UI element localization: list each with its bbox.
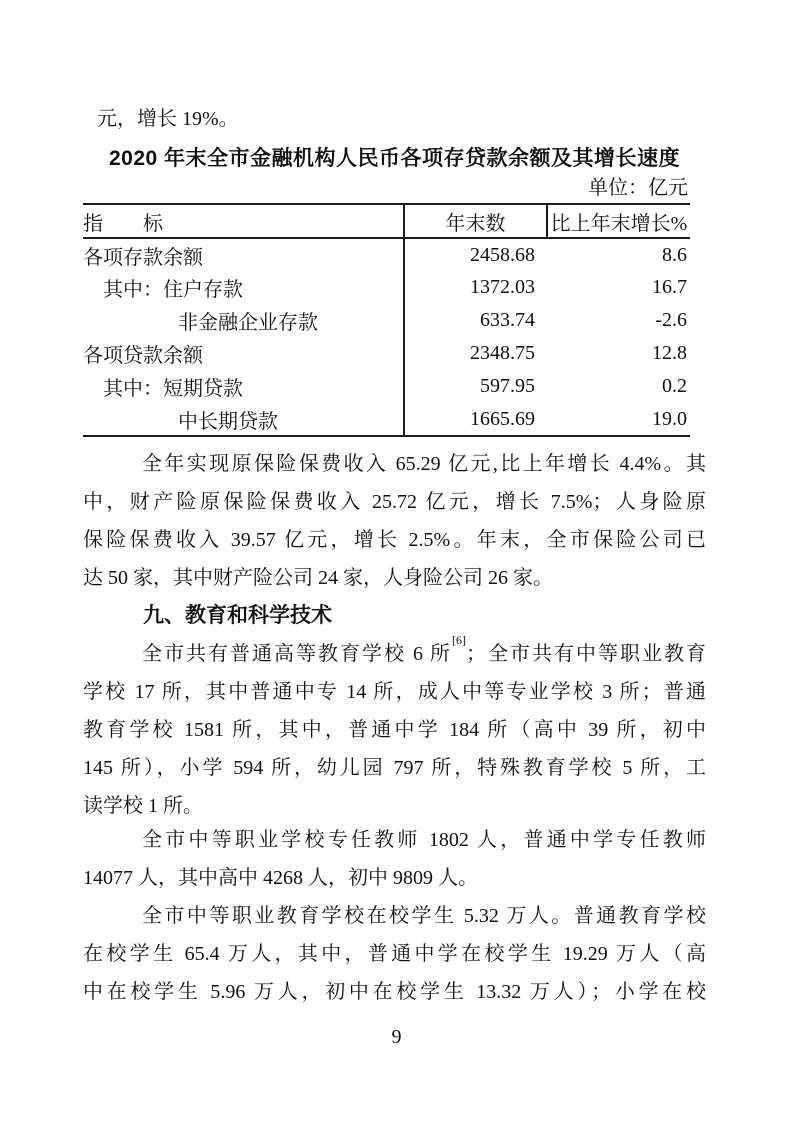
growth-cell: 8.6 (662, 243, 687, 266)
growth-cell: 16.7 (652, 276, 687, 298)
paragraph-line: 读学校 1 所。 (83, 795, 203, 817)
year-end-cell: 1372.03 (470, 276, 535, 298)
indicator-cell: 各项存款余额 (83, 238, 404, 271)
indicator-cell: 各项贷款余额 (83, 337, 404, 370)
column-header-year-end: 年末数 (404, 204, 547, 238)
education-paragraph-teachers (83, 821, 706, 897)
paragraph-line: 学校 17 所，其中普通中专 14 所，成人中等专业学校 3 所；普通 (83, 681, 706, 703)
paragraph-line: 全市中等职业学校专任教师 1802 人，普通中学专任教师 (142, 829, 706, 851)
table-title: 2020 年末全市金融机构人民币各项存贷款余额及其增长速度 (108, 147, 681, 170)
paragraph-line: 在校学生 65.4 万人，其中，普通中学在校学生 19.29 万人（高 (83, 943, 706, 965)
column-header-growth: 比上年末增长% (550, 212, 688, 235)
indicator-cell: 中长期贷款 (83, 403, 404, 436)
page-number: 9 (391, 1026, 402, 1048)
table-row (83, 304, 690, 337)
education-paragraph-students (83, 897, 706, 1011)
paragraph-line: 全市中等职业教育学校在校学生 5.32 万人。普通教育学校 (142, 905, 706, 927)
paragraph-line: 全年实现原保险保费收入 65.29 亿元,比上年增长 4.4%。其 (142, 453, 706, 475)
insurance-paragraph (83, 445, 706, 597)
year-end-cell: 1665.69 (470, 407, 535, 430)
table-row (83, 271, 690, 304)
paragraph-line: 145 所），小学 594 所，幼儿园 797 所，特殊教育学校 5 所，工 (83, 757, 706, 779)
paragraph-line: 保险保费收入 39.57 亿元，增长 2.5%。年末，全市保险公司已 (83, 529, 706, 551)
growth-cell: 19.0 (652, 407, 687, 430)
section-heading-education: 九、教育和科学技术 (143, 604, 332, 627)
table-unit-label: 单位：亿元 (588, 177, 688, 199)
line-text: ；全市共有中等职业教育 (466, 643, 706, 665)
year-end-cell: 597.95 (480, 375, 535, 397)
paragraph-line: 中在校学生 5.96 万人，初中在校学生 13.32 万人）；小学在校 (83, 981, 706, 1003)
education-paragraph-schools (83, 635, 706, 825)
opening-paragraph (83, 100, 706, 138)
growth-cell: 12.8 (652, 342, 687, 364)
line-text: 全市共有普通高等教育学校 6 所 (142, 643, 452, 665)
indicator-cell: 其中：住户存款 (83, 271, 404, 304)
table-row (83, 238, 690, 271)
year-end-cell: 2458.68 (470, 243, 535, 266)
table-row (83, 370, 690, 403)
paragraph-line: 教育学校 1581 所，其中，普通中学 184 所（高中 39 所，初中 (83, 719, 706, 741)
year-end-cell: 2348.75 (470, 342, 535, 364)
paragraph-line: 元，增长 19%。 (97, 108, 239, 130)
deposits-loans-table (83, 203, 690, 437)
indicator-cell: 其中：短期贷款 (83, 370, 404, 403)
paragraph-line (83, 635, 706, 673)
footnote-ref: [6] (452, 633, 466, 648)
indicator-cell: 非金融企业存款 (83, 304, 404, 337)
table-row (83, 403, 690, 436)
year-end-cell: 633.74 (480, 309, 535, 331)
table-header-row (83, 204, 690, 238)
table-row (83, 337, 690, 370)
paragraph-line: 达 50 家，其中财产险公司 24 家，人身险公司 26 家。 (83, 567, 553, 589)
paragraph-line: 中，财产险原保险保费收入 25.72 亿元，增长 7.5%；人身险原 (83, 491, 706, 513)
paragraph-line: 14077 人，其中高中 4268 人，初中 9809 人。 (83, 867, 478, 889)
growth-cell: 0.2 (662, 375, 687, 397)
column-header-indicator: 指 标 (83, 204, 404, 238)
growth-cell: -2.6 (655, 309, 687, 331)
